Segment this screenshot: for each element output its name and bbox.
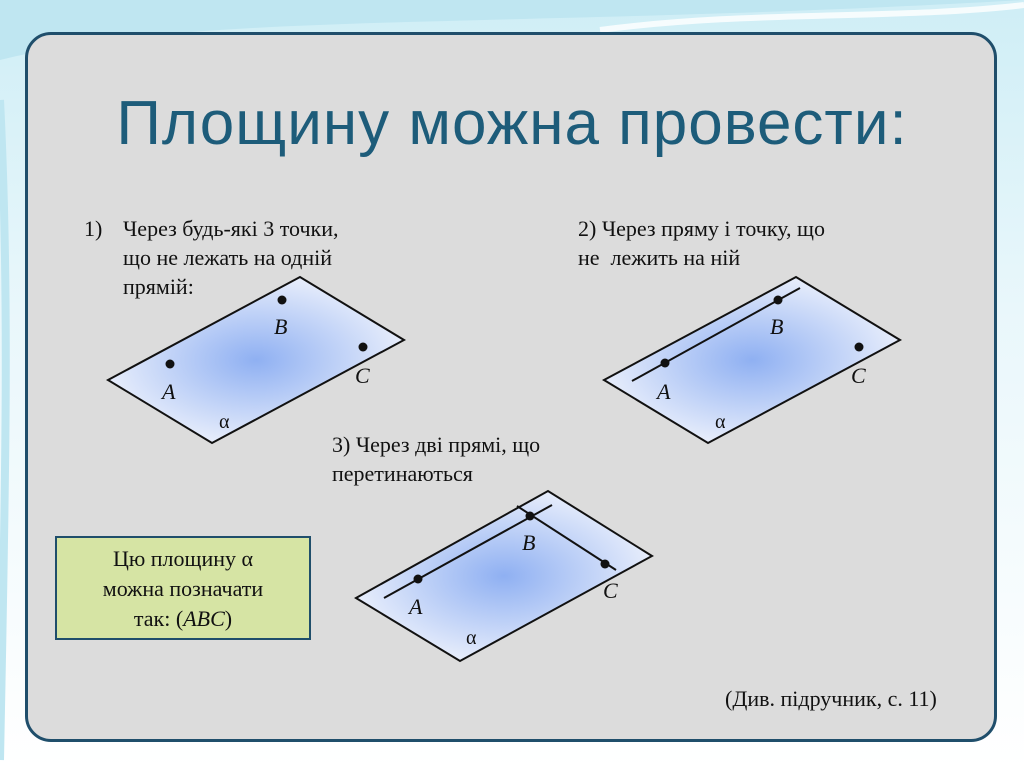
label-b-2: B	[770, 314, 784, 339]
case-2-line-2: не лежить на ній	[578, 245, 741, 270]
figure-three-points	[108, 277, 404, 443]
notation-letters: ABC	[183, 606, 225, 631]
label-alpha-1: α	[219, 411, 230, 433]
point-c-1	[359, 343, 368, 352]
figure-intersecting-lines	[356, 491, 652, 661]
notation-line-2: можна позначати	[102, 576, 264, 601]
page-title: Площину можна провести:	[116, 89, 908, 158]
case-2-line-1: 2) Через пряму і точку, що	[578, 216, 825, 241]
label-c-1: C	[355, 363, 370, 388]
point-b-3	[526, 512, 535, 521]
point-b-1	[278, 296, 287, 305]
case-3-line-1: 3) Через дві прямі, що	[332, 432, 541, 457]
point-b-2	[774, 296, 783, 305]
case-1-number: 1)	[84, 216, 103, 241]
point-a-2	[661, 359, 670, 368]
plane-alpha-3	[356, 491, 652, 661]
label-a-1: A	[162, 379, 176, 404]
figure-line-and-point	[604, 277, 900, 443]
plane-alpha-2	[604, 277, 900, 443]
label-c-2: C	[851, 363, 866, 388]
label-a-3: A	[409, 594, 423, 619]
label-alpha-3: α	[466, 627, 477, 649]
case-1-line-2: що не лежать на одній	[123, 245, 333, 270]
case-3-line-2: перетинаються	[332, 461, 473, 486]
case-1-line-3: прямій:	[123, 274, 194, 299]
point-c-2	[855, 343, 864, 352]
label-a-2: A	[657, 379, 671, 404]
label-b-3: B	[522, 530, 536, 555]
notation-suffix: )	[224, 606, 233, 631]
textbook-reference: (Див. підручник, с. 11)	[725, 686, 937, 711]
point-a-3	[414, 575, 423, 584]
label-b-1: B	[274, 314, 288, 339]
point-c-3	[601, 560, 610, 569]
point-a-1	[166, 360, 175, 369]
notation-prefix: так: (	[133, 606, 184, 631]
label-alpha-2: α	[715, 411, 726, 433]
label-c-3: C	[603, 578, 618, 603]
notation-line-1: Цю площину α	[112, 546, 254, 571]
plane-alpha-1	[108, 277, 404, 443]
case-1-line-1: Через будь-які 3 точки,	[123, 216, 339, 241]
